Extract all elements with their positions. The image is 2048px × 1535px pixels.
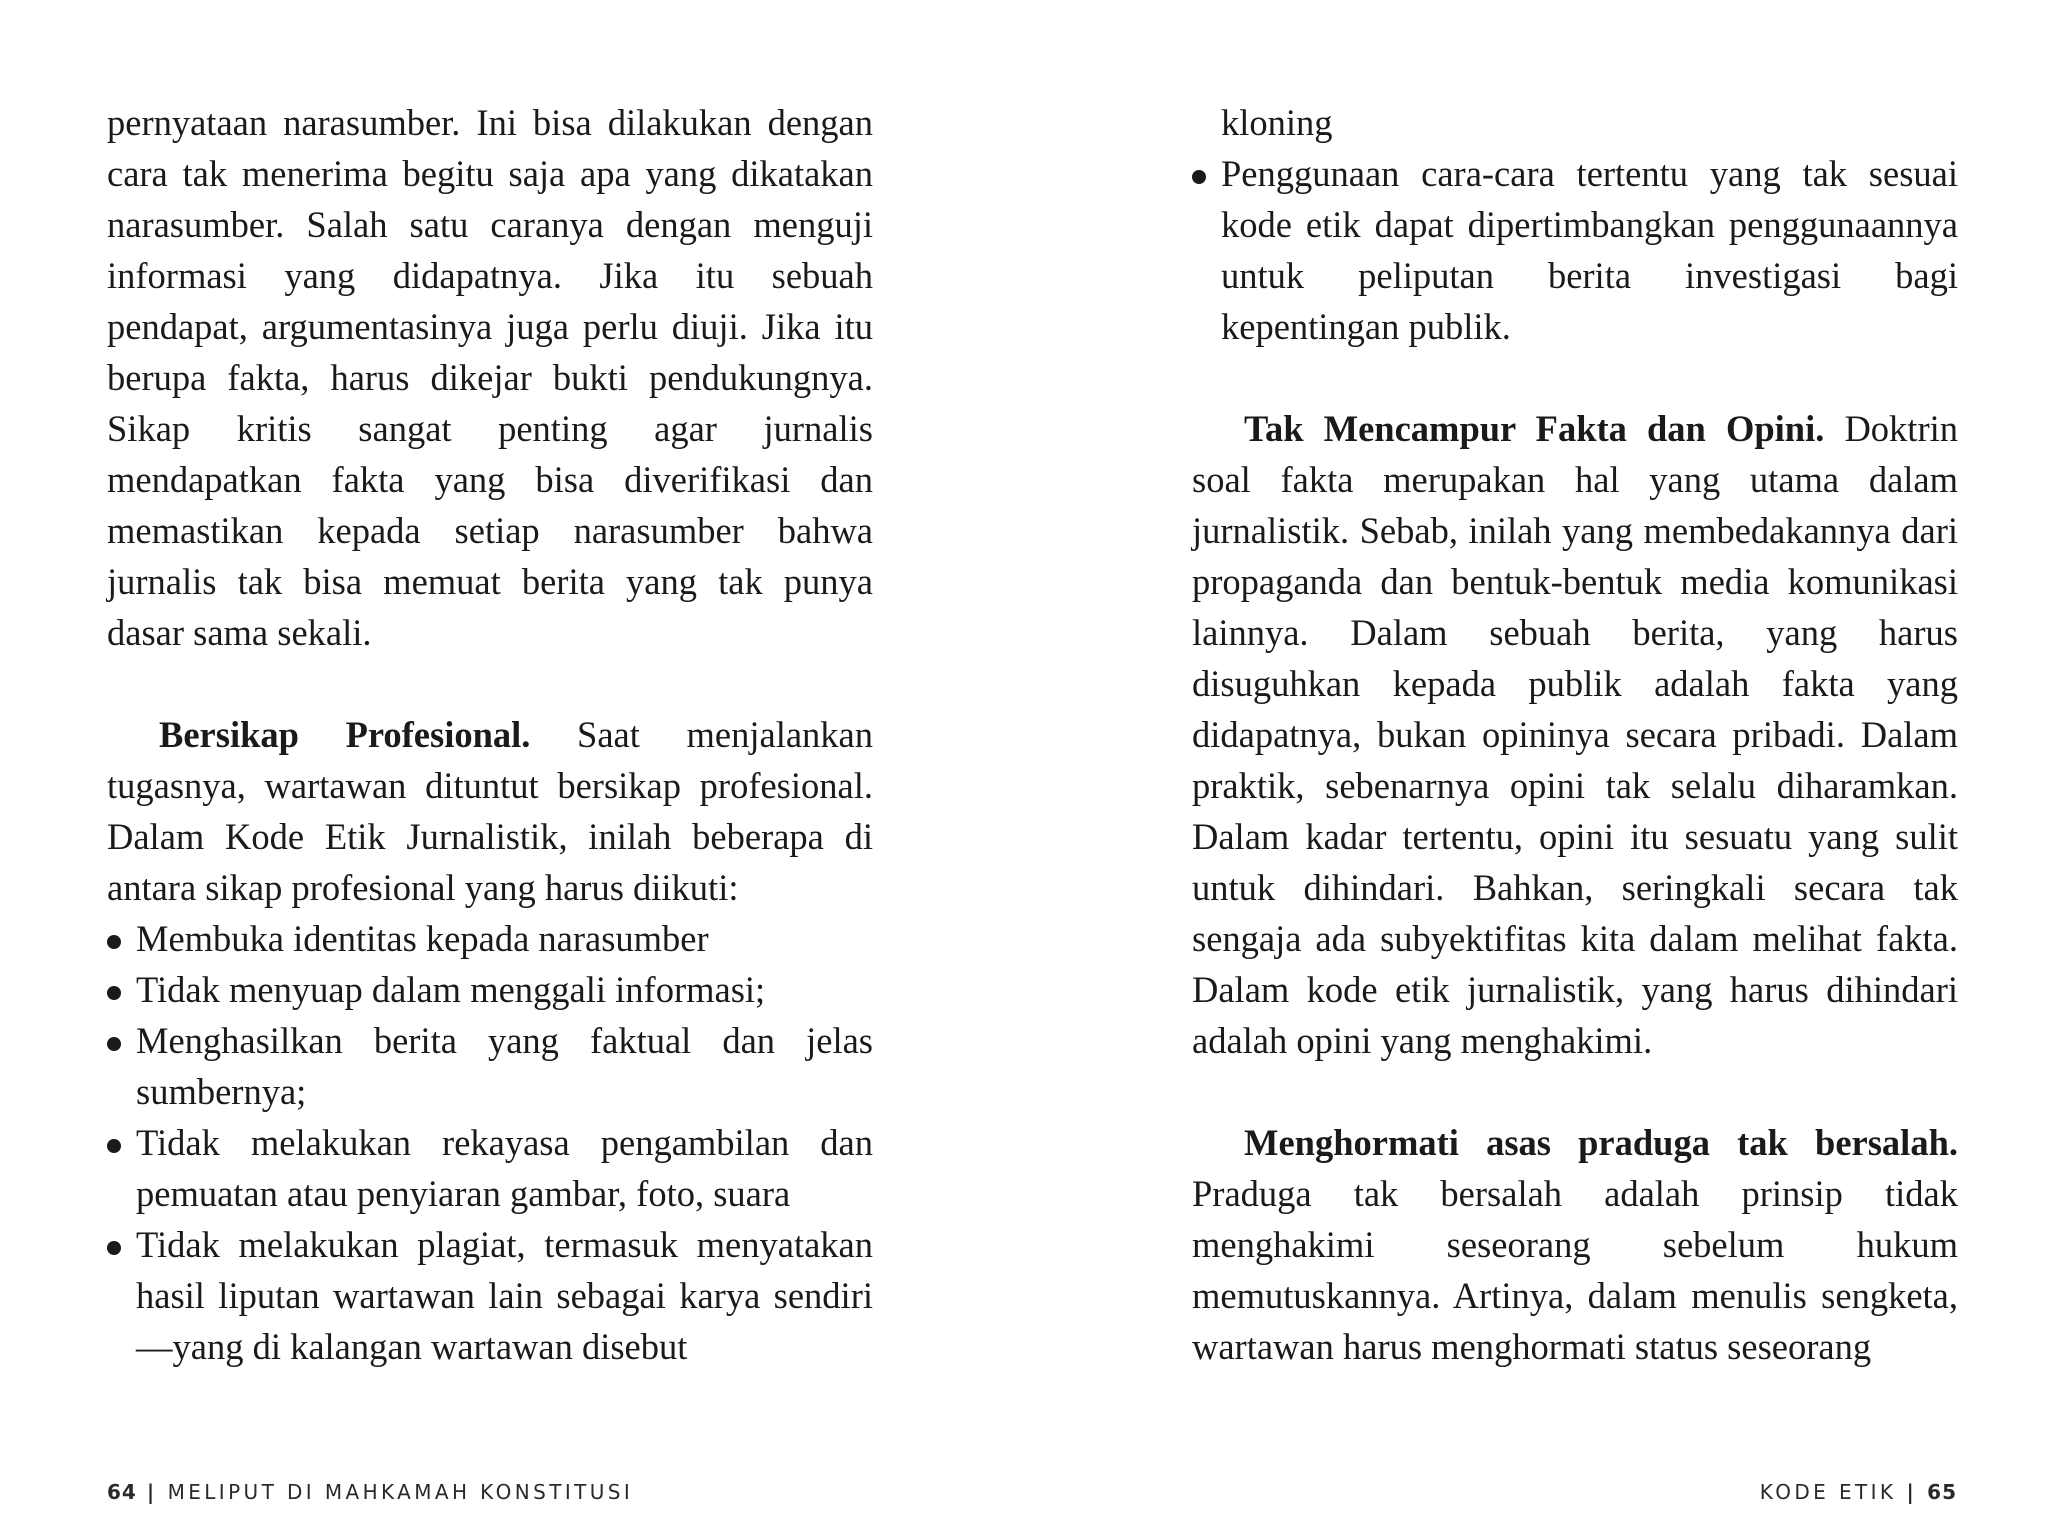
bullet-icon xyxy=(107,1037,121,1051)
left-footer xyxy=(107,1480,633,1504)
bullet-icon xyxy=(107,1241,121,1255)
left-page-number: 64 xyxy=(107,1480,137,1504)
list-item: Membuka identitas kepada narasumber xyxy=(107,913,873,964)
footer-separator: | xyxy=(1906,1480,1918,1504)
right-page xyxy=(1192,97,1958,1372)
section-heading-praduga: Menghormati asas praduga tak bersalah. xyxy=(1244,1122,1958,1163)
section-text: Doktrin soal fakta merupakan hal yang utama dalam jurnalistik. Sebab, inilah yang membedakannya dari propaganda dan bentuk-bentuk media komunikasi lainnya. Dalam sebuah berita, yang harus disuguhkan kepada publik adalah fakta yang didapatnya, bukan opininya secara pribadi. Dalam praktik, sebenarnya opini tak selalu diharamkan. Dalam kadar tertentu, opini itu sesuatu yang sulit untuk dihindari. Bahkan, seringkali secara tak sengaja ada subyektifitas kita dalam melihat fakta. Dalam kode etik jurnalistik, yang harus dihindari adalah opini yang menghakimi. xyxy=(1192,408,1958,1061)
right-footer xyxy=(1760,1480,1957,1504)
list-item: Tidak menyuap dalam menggali informasi; xyxy=(107,964,873,1015)
footer-separator: | xyxy=(146,1480,158,1504)
section-heading-fakta-opini: Tak Mencampur Fakta dan Opini. xyxy=(1244,408,1825,449)
right-section-paragraph-fakta-opini xyxy=(1192,403,1958,1066)
bullet-icon xyxy=(107,986,121,1000)
list-item: Tidak melakukan plagiat, termasuk menyatakan hasil liputan wartawan lain sebagai karya sendiri—yang di kalangan wartawan disebut xyxy=(107,1219,873,1372)
right-page-number: 65 xyxy=(1927,1480,1957,1504)
professional-attitude-list xyxy=(107,913,873,1372)
list-item: Tidak melakukan rekayasa pengambilan dan pemuatan atau penyiaran gambar, foto, suara xyxy=(107,1117,873,1219)
left-running-title: MELIPUT DI MAHKAMAH KONSTITUSI xyxy=(167,1480,634,1504)
list-item: Menghasilkan berita yang faktual dan jelas sumbernya; xyxy=(107,1015,873,1117)
right-section-paragraph-praduga xyxy=(1192,1117,1958,1372)
list-item-continuation: kloning xyxy=(1221,102,1333,143)
bullet-icon xyxy=(107,1139,121,1153)
paragraph-spacer xyxy=(1192,352,1958,403)
bullet-icon xyxy=(1192,170,1206,184)
section-heading-bersikap-profesional: Bersikap Profesional. xyxy=(159,714,531,755)
bullet-icon xyxy=(107,935,121,949)
left-paragraph-1: pernyataan narasumber. Ini bisa dilakukan dengan cara tak menerima begitu saja apa yang dikatakan narasumber. Salah satu caranya dengan menguji informasi yang didapatnya. Jika itu sebuah pendapat, argumentasinya juga perlu diuji. Jika itu berupa fakta, harus dikejar bukti pendukungnya. Sikap kritis sangat penting agar jurnalis mendapatkan fakta yang bisa diverifikasi dan memastikan kepada setiap narasumber bahwa jurnalis tak bisa memuat berita yang tak punya dasar sama sekali. xyxy=(107,102,873,653)
paragraph-spacer xyxy=(107,658,873,709)
left-section-paragraph xyxy=(107,709,873,913)
right-bullet-list xyxy=(1192,148,1958,352)
section-text: Saat menjalankan tugasnya, wartawan dituntut bersikap profesional. Dalam Kode Etik Jurnalistik, inilah beberapa di antara sikap profesional yang harus diikuti: xyxy=(107,714,873,908)
paragraph-spacer xyxy=(1192,1066,1958,1117)
section-text: Praduga tak bersalah adalah prinsip tidak menghakimi seseorang sebelum hukum memutuskannya. Artinya, dalam menulis sengketa, wartawan harus menghormati status seseorang xyxy=(1192,1173,1958,1367)
right-running-title: KODE ETIK xyxy=(1759,1480,1897,1504)
left-page xyxy=(107,97,873,1372)
list-item: Penggunaan cara-cara tertentu yang tak sesuai kode etik dapat dipertimbangkan penggunaannya untuk peliputan berita investigasi bagi kepentingan publik. xyxy=(1192,148,1958,352)
